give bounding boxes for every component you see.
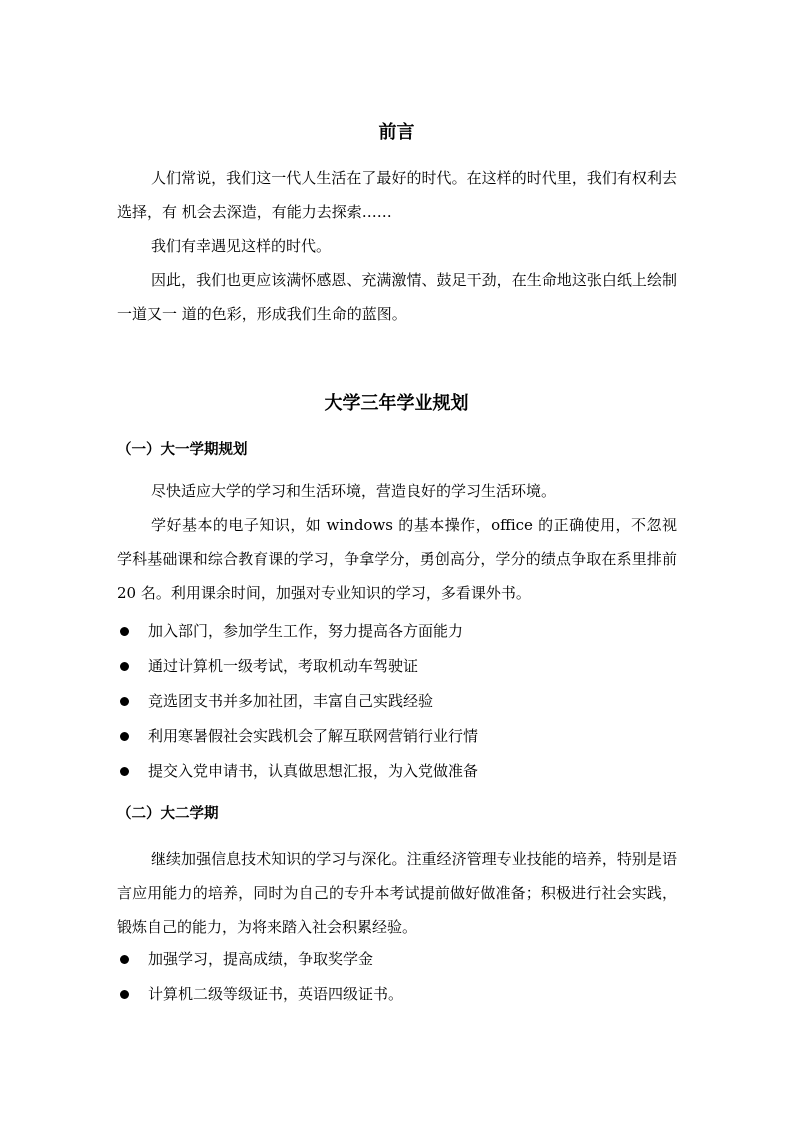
section-body-year-one bbox=[117, 474, 677, 610]
list-item-text: 通过计算机一级考试，考取机动车驾驶证 bbox=[148, 657, 419, 675]
bullet-icon bbox=[120, 955, 129, 964]
section-paragraph: 尽快适应大学的学习和生活环境，营造良好的学习生活环境。 bbox=[151, 482, 557, 500]
list-item bbox=[117, 942, 677, 977]
preface-paragraph: 人们常说，我们这一代人生活在了最好的时代。在这样的时代里，我们有权利去选择，有 机会去深造，有能力去探索…… bbox=[117, 169, 677, 221]
bullet-icon bbox=[120, 697, 129, 706]
list-item-text: 加强学习，提高成绩，争取奖学金 bbox=[148, 950, 374, 968]
bullet-list-year-two bbox=[117, 942, 677, 1012]
list-item-text: 提交入党申请书，认真做思想汇报，为入党做准备 bbox=[148, 762, 479, 780]
list-item bbox=[117, 754, 677, 789]
plan-title: 大学三年学业规划 bbox=[324, 393, 469, 414]
list-item-text: 加入部门，参加学生工作，努力提高各方面能力 bbox=[148, 622, 464, 640]
section-heading-year-two: （二）大二学期 bbox=[117, 806, 219, 822]
list-item bbox=[117, 977, 677, 1012]
preface-paragraph: 我们有幸遇见这样的时代。 bbox=[151, 237, 332, 255]
bullet-icon bbox=[120, 662, 129, 671]
list-item bbox=[117, 719, 677, 754]
preface-paragraph: 因此，我们也更应该满怀感恩、充满激情、鼓足干劲，在生命地这张白纸上绘制一道又一 道的色彩，形成我们生命的蓝图。 bbox=[117, 271, 677, 323]
bullet-list-year-one bbox=[117, 614, 677, 789]
list-item bbox=[117, 649, 677, 684]
list-item bbox=[117, 684, 677, 719]
section-paragraph: 学好基本的电子知识，如 windows 的基本操作，office 的正确使用，不忽视学科基础课和综合教育课的学习，争拿学分，勇创高分，学分的绩点争取在系里排前 20 名。利用课余时间，加强对专业知识的学习，多看课外书。 bbox=[117, 516, 677, 602]
bullet-icon bbox=[120, 990, 129, 999]
list-item bbox=[117, 614, 677, 649]
list-item-text: 计算机二级等级证书，英语四级证书。 bbox=[148, 985, 404, 1003]
bullet-icon bbox=[120, 767, 129, 776]
section-heading-year-one: （一）大一学期规划 bbox=[117, 442, 248, 458]
bullet-icon bbox=[120, 732, 129, 741]
bullet-icon bbox=[120, 627, 129, 636]
preface-body bbox=[117, 161, 677, 331]
list-item-text: 竞选团支书并多加社团，丰富自己实践经验 bbox=[148, 692, 434, 710]
section-body-year-two bbox=[117, 842, 677, 944]
section-paragraph: 继续加强信息技术知识的学习与深化。注重经济管理专业技能的培养，特别是语言应用能力的培养，同时为自己的专升本考试提前做好做准备；积极进行社会实践，锻炼自己的能力，为将来踏入社会积累经验。 bbox=[117, 850, 677, 936]
preface-title: 前言 bbox=[378, 122, 415, 143]
list-item-text: 利用寒暑假社会实践机会了解互联网营销行业行情 bbox=[148, 727, 479, 745]
